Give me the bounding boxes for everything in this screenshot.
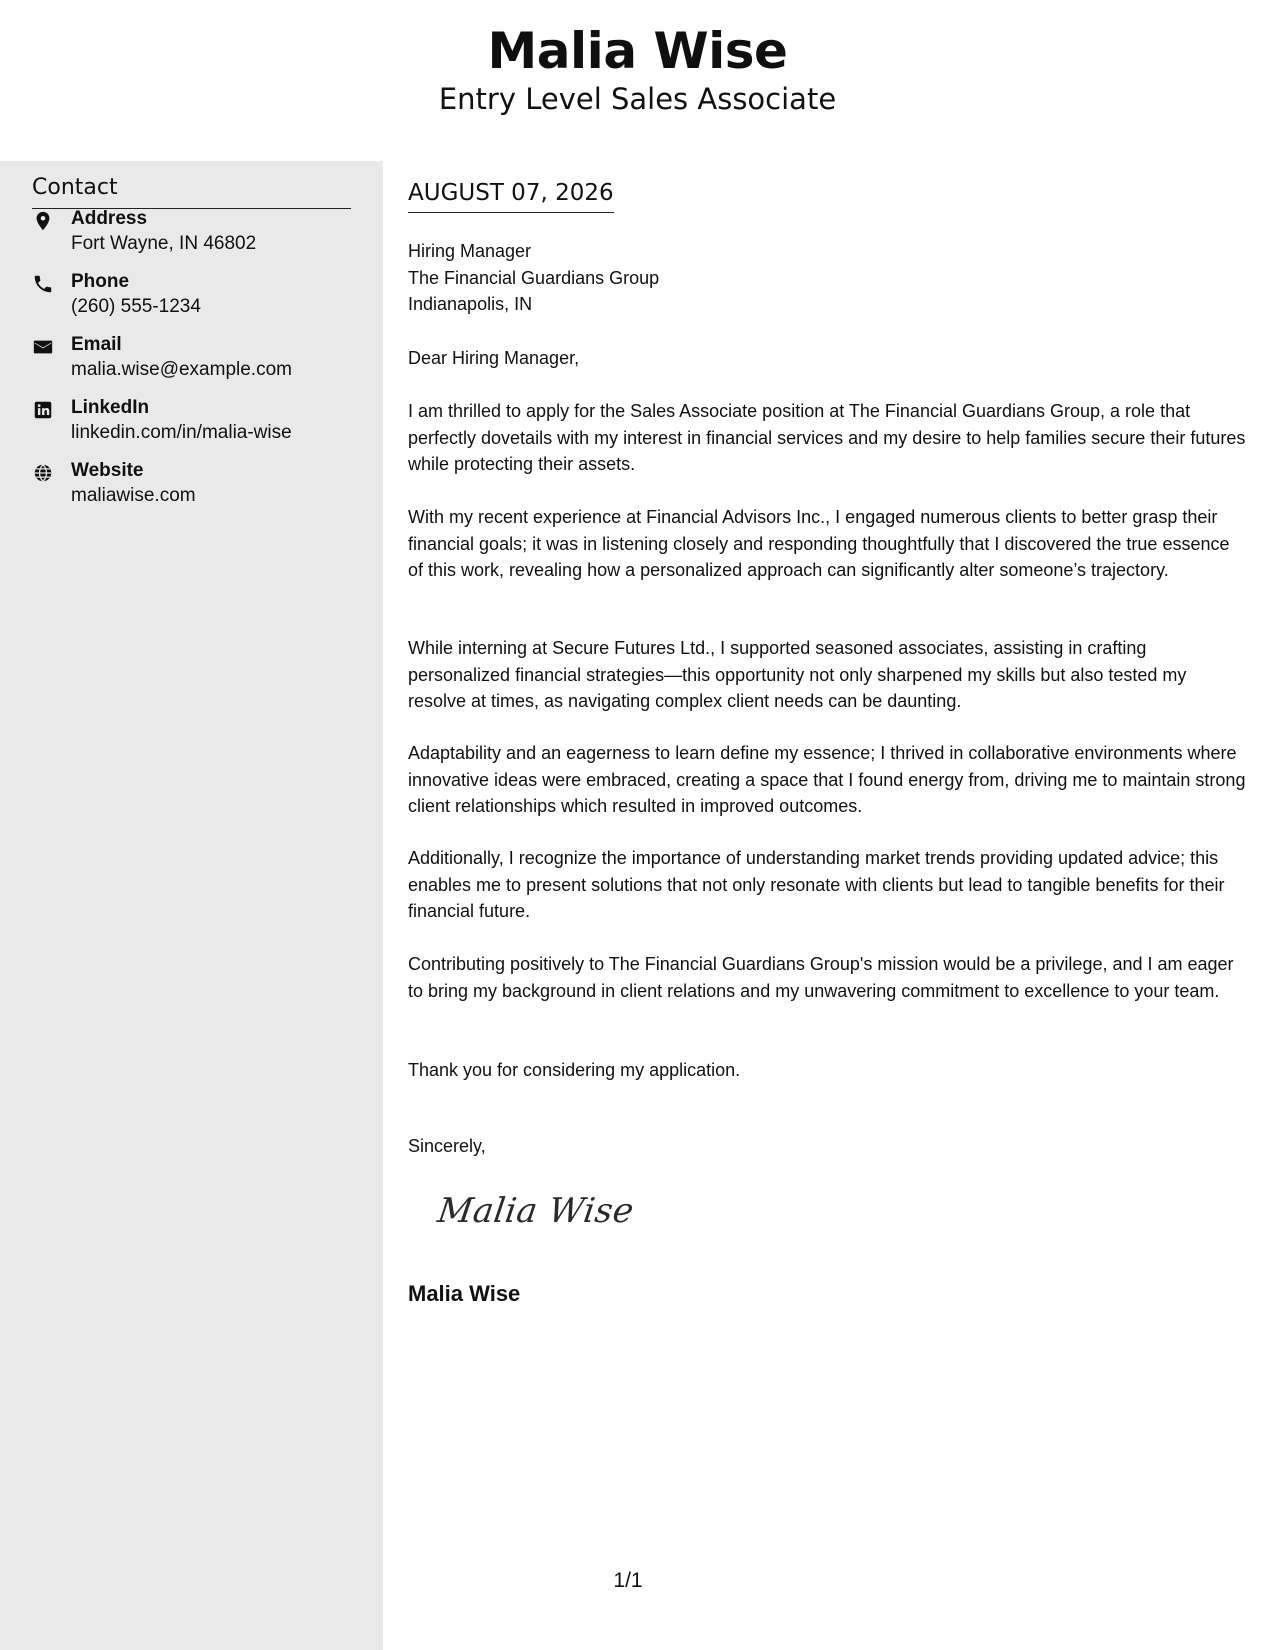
contact-label: Website: [71, 460, 144, 481]
contact-heading: Contact: [32, 175, 351, 209]
envelope-icon: [32, 336, 54, 358]
globe-icon: [32, 462, 54, 484]
contact-item-address: [32, 208, 362, 260]
handwritten-signature: Malia Wise: [435, 1191, 637, 1231]
signer-name: Malia Wise: [408, 1281, 521, 1306]
contact-item-linkedin: [32, 397, 362, 449]
contact-item-email: [32, 334, 362, 386]
letter-date: AUGUST 07, 2026: [408, 180, 614, 213]
contact-value: (260) 555-1234: [71, 296, 201, 317]
recipient-line: Indianapolis, IN: [408, 294, 533, 314]
body-paragraph: Additionally, I recognize the importance of understanding market trends providing updated advice; this enables me to present solutions that not only resonate with clients but lead to tangible benefits for their financial future.: [408, 848, 1225, 921]
contact-item-phone: [32, 271, 362, 323]
linkedin-icon: [32, 399, 54, 421]
contact-label: Email: [71, 334, 122, 355]
letter-body: [408, 161, 1248, 1650]
body-paragraph: Adaptability and an eagerness to learn define my essence; I thrived in collaborative environments where innovative ideas were embraced, creating a space that I found energy from, driving me to maintain strong client relationships which resulted in improved outcomes.: [408, 743, 1246, 816]
body-paragraph: While interning at Secure Futures Ltd., I supported seasoned associates, assisting in crafting personalized financial strategies—this opportunity not only sharpened my skills but also tested my resolve at times, as navigating complex client needs can be daunting.: [408, 638, 1187, 711]
contact-sidebar: [0, 161, 383, 1650]
closing: Sincerely,: [408, 1136, 486, 1156]
body-paragraph: I am thrilled to apply for the Sales Associate position at The Financial Guardians Group, a role that perfectly dovetails with my interest in financial services and my desire to help families secure their futures while protecting their assets.: [408, 401, 1246, 474]
applicant-name: Malia Wise: [487, 22, 788, 80]
page-number: 1/1: [613, 1569, 643, 1592]
contact-label: LinkedIn: [71, 397, 150, 418]
salutation: Dear Hiring Manager,: [408, 348, 580, 368]
contact-label: Phone: [71, 271, 130, 292]
body-paragraph: With my recent experience at Financial Advisors Inc., I engaged numerous clients to better grasp their financial goals; it was in listening closely and responding thoughtfully that I discovered the true essence of this work, revealing how a personalized approach can significantly alter someone’s trajectory.: [408, 507, 1230, 580]
map-pin-icon: [32, 210, 54, 232]
body-paragraph: Thank you for considering my application.: [408, 1060, 741, 1080]
contact-item-website: [32, 460, 362, 512]
recipient-line: Hiring Manager: [408, 241, 532, 261]
contact-value: linkedin.com/in/malia-wise: [71, 422, 292, 443]
recipient-line: The Financial Guardians Group: [408, 267, 660, 288]
recipient-block: [408, 238, 659, 318]
contact-label: Address: [71, 208, 148, 229]
letter-header: [0, 0, 1275, 161]
contact-value: malia.wise@example.com: [71, 359, 292, 380]
contact-value: maliawise.com: [71, 485, 196, 506]
contact-value: Fort Wayne, IN 46802: [71, 233, 257, 254]
phone-icon: [32, 273, 54, 295]
body-paragraph: Contributing positively to The Financial Guardians Group's mission would be a privilege, and I am eager to bring my background in client relations and my unwavering commitment to excellence to your team.: [408, 954, 1234, 1001]
applicant-role: Entry Level Sales Associate: [438, 82, 837, 116]
